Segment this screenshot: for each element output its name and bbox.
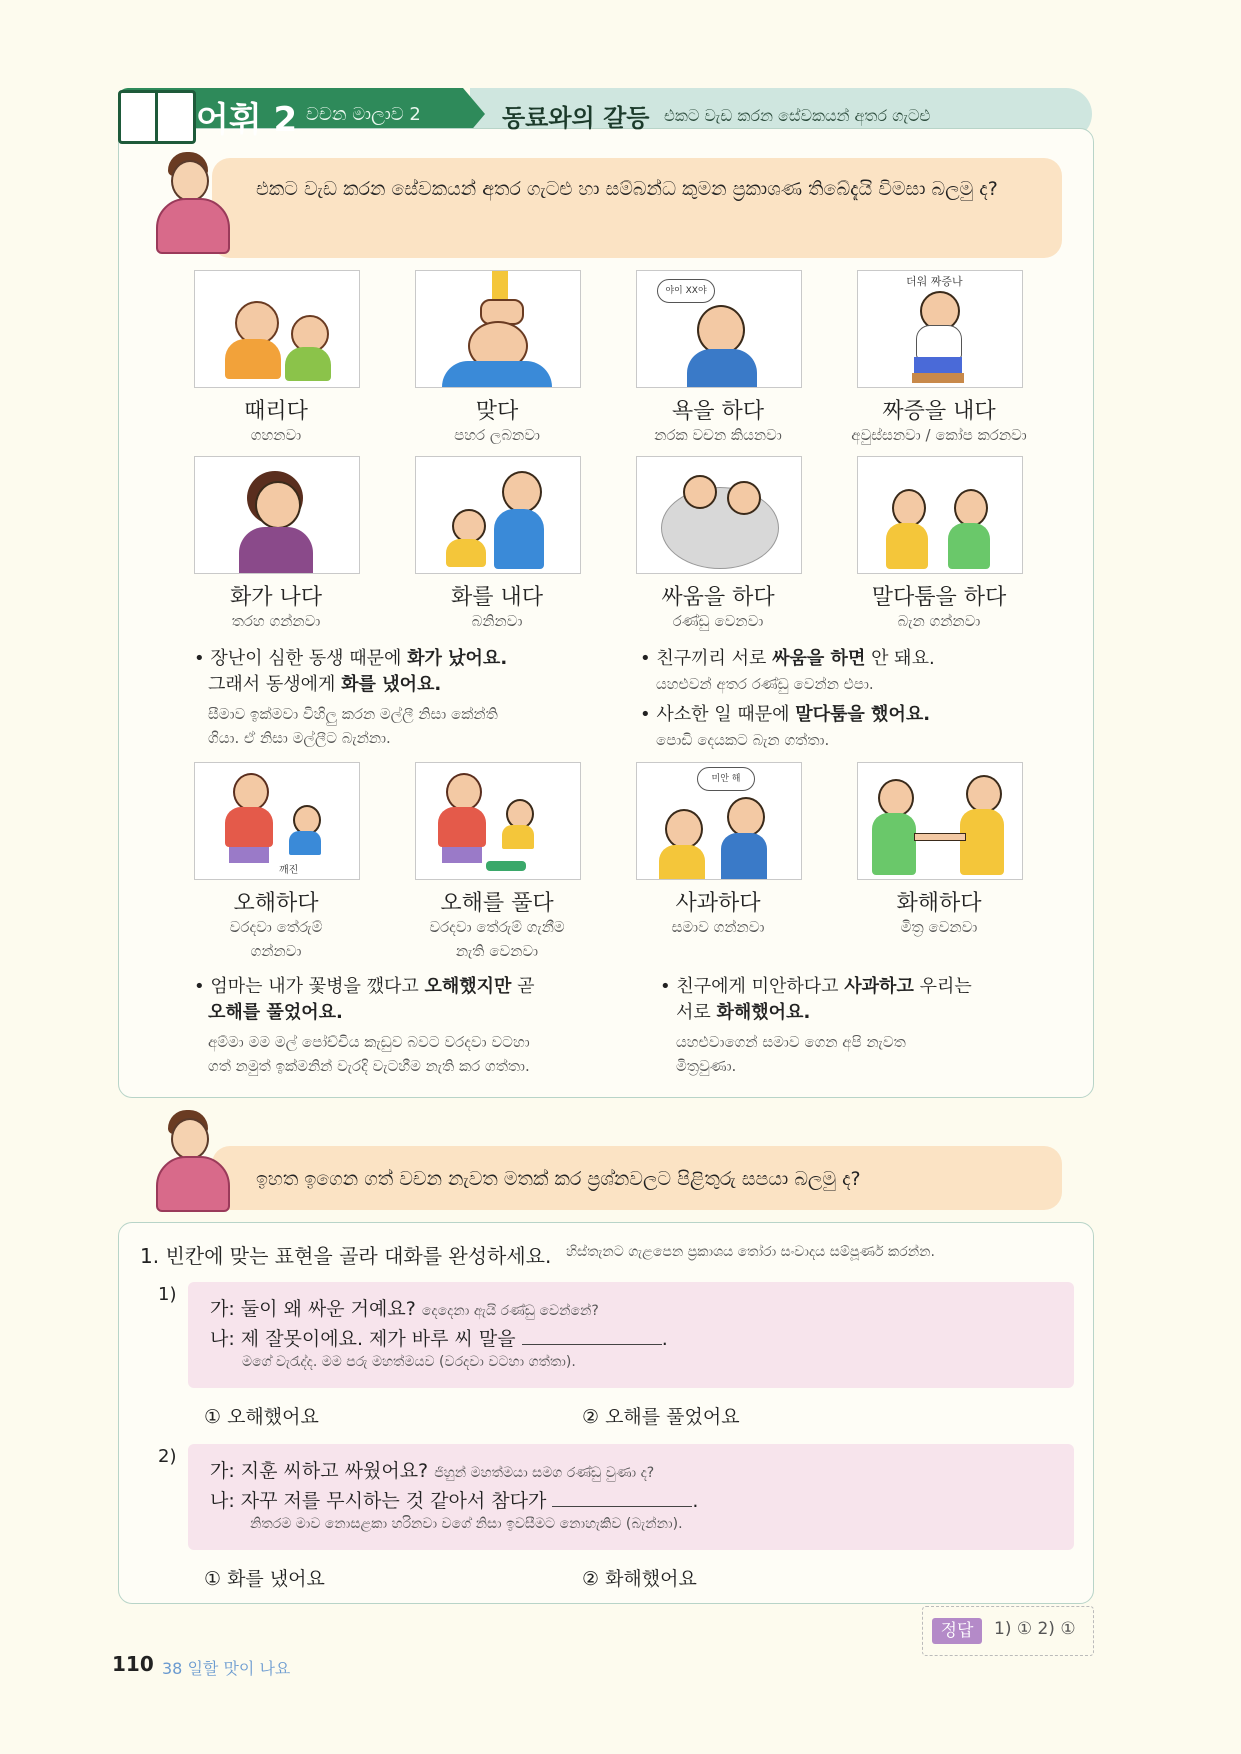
- example-angry-si-2: ගියා. ඒ නිසා මල්ලීට බැන්නා.: [208, 729, 391, 747]
- picture-apologize: [636, 762, 802, 880]
- annoyed-text: 더워 짜증나: [906, 275, 963, 288]
- q2-line-a: 가: 지훈 씨하고 싸웠어요? ජිහුන් මහත්මයා සමග රණ්ඩු වුණා ද?: [210, 1460, 655, 1482]
- vocab-si-get-angry: තරහ ගන්නවා: [231, 612, 321, 630]
- q1-blank[interactable]: [522, 1326, 662, 1345]
- q2-option-1[interactable]: ① 화를 냈어요: [204, 1568, 325, 1590]
- q2-line-b: 나: 자꾸 저를 무시하는 것 같아서 참다가 .: [210, 1490, 699, 1512]
- swear-speech-bubble: 야이 XX야: [657, 279, 715, 303]
- picture-argue: [857, 456, 1023, 574]
- review-prompt: ඉහත ඉගෙන ගත් වචන නැවත මතක් කර ප්‍රශ්නවලට පිළිතුරු සපයා බලමු ද?: [256, 1168, 861, 1190]
- example-misunderstand-si-2: ගත් නමුත් ඉක්මනින් වැරදි වැටහීම නැති කර ගත්තා.: [208, 1057, 530, 1075]
- picture-misunderstand: [194, 762, 360, 880]
- vocab-ko-swear: 욕을 하다: [671, 399, 764, 424]
- q2-blank[interactable]: [552, 1488, 692, 1507]
- example-angry-ko-1: • 장난이 심한 동생 때문에 화가 났어요.: [194, 648, 508, 669]
- example-fight-ko: • 친구끼리 서로 싸움을 하면 안 돼요.: [640, 648, 935, 669]
- vocab-ko-argue: 말다툼을 하다: [871, 585, 1007, 610]
- q2-line-b-si: නිතරම මාව නොසළකා හරිනවා වගේ නිසා ඉවසීමට නොහැකිව (බැන්නා).: [250, 1516, 683, 1532]
- example-misunderstand-ko-1: • 엄마는 내가 꽃병을 깼다고 오해했지만 곧: [194, 976, 535, 997]
- picture-clear-misunderstanding: [415, 762, 581, 880]
- vocab-ko-get-angry: 화가 나다: [229, 585, 322, 610]
- example-misunderstand-si-1: අම්මා මම මල් පෝච්චිය කැඩුව බවට වරදවා වටහා: [208, 1033, 530, 1051]
- teacher-illustration-2: [152, 1108, 228, 1208]
- example-argue-si: පොඩි දෙයකට බැන ගත්තා.: [656, 731, 830, 749]
- answer-text: 1) ① 2) ①: [994, 1619, 1076, 1639]
- vocab-si-argue: බැන ගන්නවා: [897, 612, 981, 630]
- exercise-title-si: හිස්තැනට ගැළපෙන ප්‍රකාශය තෝරා සංවාදය සම්පූර්ණ කරන්න.: [566, 1244, 935, 1260]
- vocab-ko-scold: 화를 내다: [450, 585, 543, 610]
- vocab-ko-get-hit: 맞다: [475, 399, 519, 424]
- topic-title: 동료와의 갈등: [502, 104, 650, 132]
- example-apologize-ko-2: 서로 화해했어요.: [676, 1002, 811, 1023]
- example-misunderstand-ko-2: 오해를 풀었어요.: [208, 1002, 343, 1023]
- vocab-si-clear-misunderstanding-2: නැති වෙනවා: [455, 942, 539, 960]
- question-2-number: 2): [158, 1446, 177, 1467]
- question-1-number: 1): [158, 1284, 177, 1305]
- example-argue-ko: • 사소한 일 때문에 말다툼을 했어요.: [640, 704, 931, 725]
- vocab-si-scold: බනිනවා: [471, 612, 523, 630]
- q1-line-a: 가: 둘이 왜 싸운 거예요? දෙදෙනා ඇයි රණ්ඩු වෙන්නේ?: [210, 1298, 599, 1320]
- picture-swear: [636, 270, 802, 388]
- picture-get-hit: [415, 270, 581, 388]
- vocab-si-apologize: සමාව ගන්නවා: [671, 918, 765, 936]
- intro-question: එකට වැඩ කරන සේවකයන් අතර ගැටළු හා සම්බන්ධ කුමන ප්‍රකාශණ තිබේදැයි විමසා බලමු ද?: [256, 178, 998, 200]
- vocab-si-reconcile: මිත්‍ර වෙනවා: [900, 918, 978, 936]
- vocab-ko-misunderstand: 오해하다: [233, 891, 319, 916]
- vocab-si-misunderstand-2: ගන්නවා: [250, 942, 302, 960]
- vocab-si-fight: රණ්ඩු වෙනවා: [672, 612, 764, 630]
- exercise-title: 1. 빈칸에 맞는 표현을 골라 대화를 완성하세요.: [140, 1244, 552, 1268]
- example-angry-si-1: සීමාව ඉක්මවා විහිලු කරන මල්ලී නිසා කේන්ති: [208, 705, 498, 723]
- vocab-si-clear-misunderstanding-1: වරදවා තේරුම් ගැනීම: [429, 918, 565, 936]
- example-apologize-si-2: මිත්‍රවුණා.: [676, 1057, 737, 1075]
- broken-text: 깨진: [279, 865, 299, 876]
- q1-option-2[interactable]: ② 오해를 풀었어요: [582, 1406, 740, 1428]
- vocab-si-get-hit: පහර ලබනවා: [454, 426, 540, 444]
- example-apologize-ko-1: • 친구에게 미안하다고 사과하고 우리는: [660, 976, 972, 997]
- vocab-ko-reconcile: 화해하다: [896, 891, 982, 916]
- example-apologize-si-1: යහළුවාගෙන් සමාව ගෙන අපි නැවත: [676, 1033, 906, 1051]
- vocab-si-swear: නරක වචන කියනවා: [654, 426, 782, 444]
- vocab-si-annoyed: අවුස්සනවා / කෝප කරනවා: [851, 426, 1027, 444]
- vocab-ko-fight: 싸움을 하다: [661, 585, 775, 610]
- picture-reconcile: [857, 762, 1023, 880]
- example-angry-ko-2: 그래서 동생에게 화를 냈어요.: [208, 674, 442, 695]
- lesson-label: 어휘 2: [196, 100, 298, 140]
- vocab-si-hit: ගහනවා: [250, 426, 302, 444]
- intro-bubble: [212, 158, 1062, 258]
- vocab-si-misunderstand-1: වරදවා තේරුම්: [229, 918, 323, 936]
- vocab-ko-clear-misunderstanding: 오해를 풀다: [440, 891, 554, 916]
- q1-line-b-si: මගේ වැරැද්ද. මම පරු මහත්මයව (වරදවා වටහා ගත්තා).: [242, 1354, 576, 1370]
- book-icon: [118, 90, 196, 144]
- picture-get-angry: [194, 456, 360, 574]
- vocab-ko-annoyed: 짜증을 내다: [882, 399, 996, 424]
- q1-line-b: 나: 제 잘못이에요. 제가 바루 씨 말을 .: [210, 1328, 668, 1350]
- picture-annoyed: [857, 270, 1023, 388]
- picture-fight: [636, 456, 802, 574]
- lesson-label-si: වචන මාලාව 2: [306, 104, 421, 125]
- example-fight-si: යහළුවන් අතර රණ්ඩු වෙන්න එපා.: [656, 675, 874, 693]
- q2-option-2[interactable]: ② 화해했어요: [582, 1568, 697, 1590]
- footer-lesson-title: 38 일할 맛이 나요: [162, 1659, 291, 1678]
- q1-option-1[interactable]: ① 오해했어요: [204, 1406, 319, 1428]
- page-number: 110: [112, 1652, 154, 1676]
- picture-hit: [194, 270, 360, 388]
- teacher-illustration: [152, 150, 228, 250]
- answer-label: 정답: [932, 1618, 982, 1644]
- vocab-ko-hit: 때리다: [244, 399, 308, 424]
- picture-scold: [415, 456, 581, 574]
- vocab-ko-apologize: 사과하다: [675, 891, 761, 916]
- topic-title-si: එකට වැඩ කරන සේවකයන් අතර ගැටළු: [664, 106, 931, 125]
- sorry-speech-bubble: 미안 해: [697, 767, 755, 791]
